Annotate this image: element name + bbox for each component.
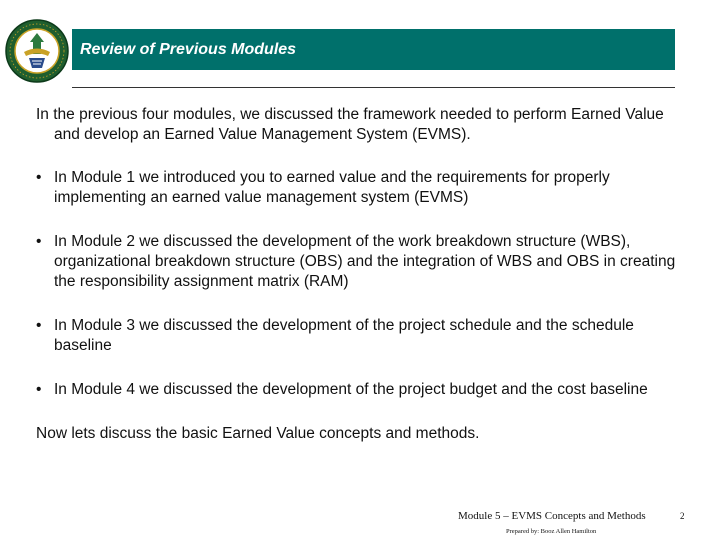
footer-prepared-by: Prepared by: Booz Allen Hamilton — [506, 528, 597, 535]
footer-module-label: Module 5 – EVMS Concepts and Methods — [458, 510, 646, 522]
title-divider — [72, 87, 675, 88]
slide-title-bar — [72, 29, 675, 70]
bullet-text: In Module 2 we discussed the development of the work breakdown structure (WBS), organizational breakdown structure (OBS) and the integration of WBS and OBS in creating the responsibility assignment matrix (RAM) — [54, 233, 676, 290]
doe-seal-logo — [4, 18, 70, 84]
bullet-item-module-1 — [36, 168, 676, 208]
bullet-icon: • — [36, 169, 42, 186]
slide-body — [36, 105, 676, 444]
doe-seal-icon — [4, 18, 70, 84]
bullet-text: In Module 1 we introduced you to earned value and the requirements for properly implementing an earned value management system (EVMS) — [54, 169, 610, 206]
slide-title: Review of Previous Modules — [80, 41, 297, 58]
intro-paragraph: In the previous four modules, we discussed the framework needed to perform Earned Value and develop an Earned Value Management System (EVMS). — [36, 106, 664, 143]
slide-footer — [458, 510, 663, 535]
bullet-icon: • — [36, 233, 42, 250]
bullet-text: In Module 3 we discussed the development of the project schedule and the schedule baseline — [54, 317, 634, 354]
closing-paragraph: Now lets discuss the basic Earned Value concepts and methods. — [36, 425, 480, 442]
bullet-text: In Module 4 we discussed the development of the project budget and the cost baseline — [54, 381, 648, 398]
bullet-item-module-2 — [36, 232, 676, 292]
bullet-item-module-3 — [36, 316, 676, 356]
bullet-icon: • — [36, 381, 42, 398]
bullet-icon: • — [36, 317, 42, 334]
page-number: 2 — [680, 511, 685, 521]
bullet-item-module-4 — [36, 380, 676, 400]
module-bullet-list — [36, 168, 676, 400]
